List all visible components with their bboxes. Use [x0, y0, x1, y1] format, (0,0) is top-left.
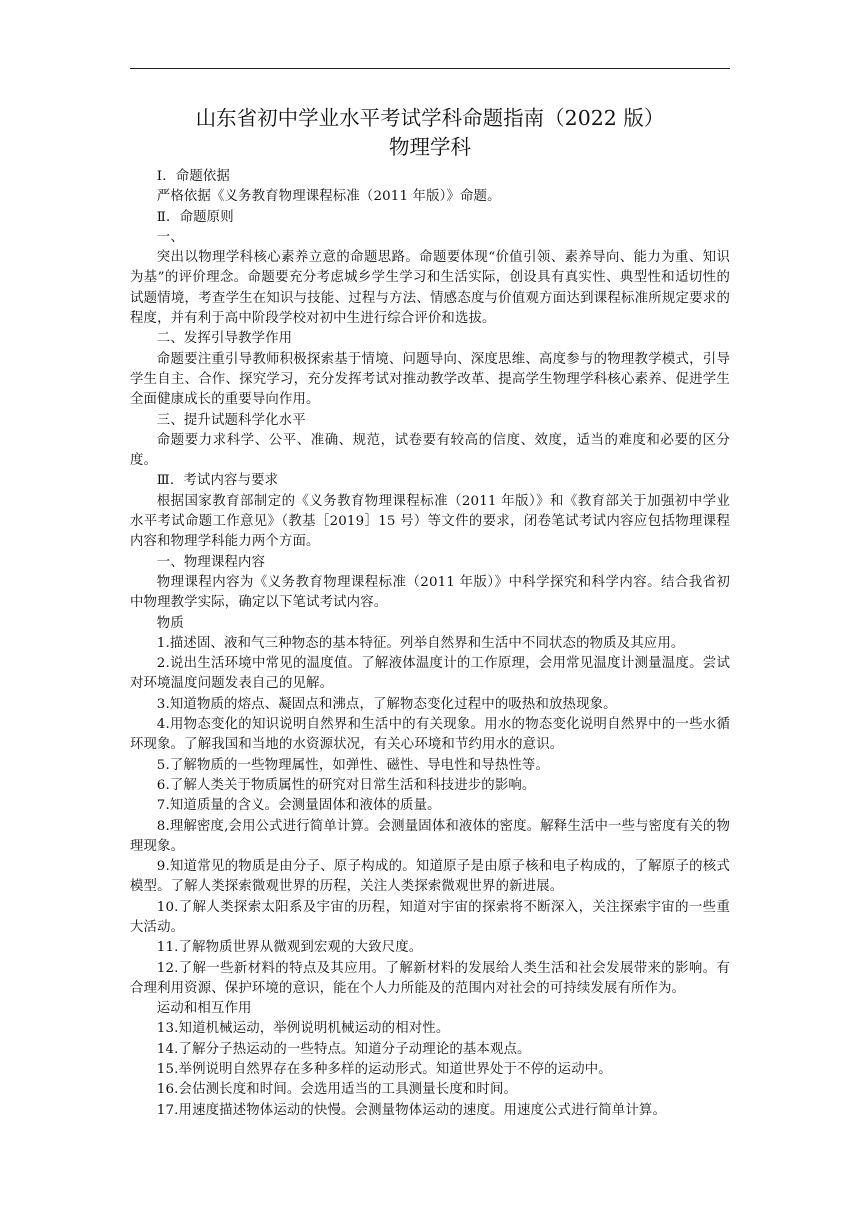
paragraph: 8.理解密度,会用公式进行简单计算。会测量固体和液体的密度。解释生活中一些与密度有关的物理现象。: [130, 818, 730, 854]
paragraph: 1.描述固、液和气三种物态的基本特征。列举自然界和生活中不同状态的物质及其应用。: [156, 635, 685, 651]
paragraph: Ⅱ．命题原则: [156, 209, 234, 225]
paragraph: 9.知道常见的物质是由分子、原子构成的。知道原子是由原子核和电子构成的，了解原子的核式模型。了解人类探索微观世界的历程，关注人类探索微观世界的新进展。: [130, 859, 730, 895]
header-rule: [130, 68, 730, 69]
paragraph: 12.了解一些新材料的特点及其应用。了解新材料的发展给人类生活和社会发展带来的影响。有合理利用资源、保护环境的意识，能在个人力所能及的范围内对社会的可持续发展有所作为。: [130, 960, 730, 996]
paragraph: 二、发挥引导教学作用: [156, 331, 293, 347]
paragraph: 10.了解人类探索太阳系及宇宙的历程，知道对宇宙的探索将不断深入，关注探索宇宙的一些重大活动。: [130, 899, 730, 935]
paragraph: Ⅲ．考试内容与要求: [156, 473, 279, 489]
paragraph: 11.了解物质世界从微观到宏观的大致尺度。: [156, 940, 423, 956]
paragraph: 一、物理课程内容: [156, 554, 266, 570]
paragraph: 4.用物态变化的知识说明自然界和生活中的有关现象。用水的物态变化说明自然界中的一些水循环现象。了解我国和当地的水资源状况，有关心环境和节约用水的意识。: [130, 717, 730, 753]
document-subtitle: 物理学科: [389, 135, 471, 159]
paragraph: Ⅰ．命题依据: [156, 169, 230, 184]
paragraph: 6.了解人类关于物质属性的研究对日常生活和科技进步的影响。: [156, 777, 536, 793]
paragraph: 一、: [156, 229, 184, 245]
paragraph: 物理课程内容为《义务教育物理课程标准（2011 年版）》中科学探究和科学内容。结合我省初中物理教学实际，确定以下笔试考试内容。: [130, 574, 730, 611]
paragraph: 16.会估测长度和时间。会选用适当的工具测量长度和时间。: [156, 1082, 518, 1098]
paragraph: 命题要力求科学、公平、准确、规范，试卷要有较高的信度、效度，适当的难度和必要的区分度。: [130, 432, 730, 469]
paragraph: 三、提升试题科学化水平: [156, 412, 306, 428]
paragraph: 严格依据《义务教育物理课程标准（2011 年版）》命题。: [156, 189, 501, 205]
document-body: [130, 167, 730, 1121]
paragraph: 13.知道机械运动，举例说明机械运动的相对性。: [156, 1021, 450, 1037]
paragraph: 2.说出生活环境中常见的温度值。了解液体温度计的工作原理，会用常见温度计测量温度。尝试对环境温度问题发表自己的见解。: [130, 656, 730, 692]
paragraph: 7.知道质量的含义。会测量固体和液体的质量。: [156, 798, 441, 814]
paragraph: 15.举例说明自然界存在多种多样的运动形式。知道世界处于不停的运动中。: [156, 1062, 612, 1078]
paragraph: 突出以物理学科核心素养立意的命题思路。命题要体现“价值引领、素养导向、能力为重、知识为基”的评价理念。命题要充分考虑城乡学生学习和生活实际，创设具有真实性、典型性和适切性的试题情境，考查学生在知识与技能、过程与方法、情感态度与价值观方面达到课程标准所规定要求的程度，并有利于高中阶段学校对初中生进行综合评价和选拔。: [130, 250, 730, 327]
paragraph: 5.了解物质的一些物理属性，如弹性、磁性、导电性和导热性等。: [156, 757, 550, 773]
document-title: 山东省初中学业水平考试学科命题指南（2022 版）: [195, 106, 665, 130]
paragraph: 命题要注重引导教师积极探索基于情境、问题导向、深度思维、高度参与的物理教学模式，引导学生自主、合作、探究学习，充分发挥考试对推动教学改革、提高学生物理学科核心素养、促进学生全面健康成长的重要导向作用。: [130, 351, 730, 408]
paragraph: 运动和相互作用: [156, 1001, 252, 1017]
paragraph: 物质: [156, 615, 184, 631]
paragraph: 17.用速度描述物体运动的快慢。会测量物体运动的速度。用速度公式进行简单计算。: [156, 1102, 667, 1118]
paragraph: 根据国家教育部制定的《义务教育物理课程标准（2011 年版）》和《教育部关于加强初中学业水平考试命题工作意见》（教基［2019］15 号）等文件的要求，闭卷笔试考试内容应包括物理课程内容和物理学科能力两个方面。: [130, 493, 730, 550]
paragraph: 3.知道物质的熔点、凝固点和沸点，了解物态变化过程中的吸热和放热现象。: [156, 696, 617, 712]
paragraph: 14.了解分子热运动的一些特点。知道分子动理论的基本观点。: [156, 1041, 531, 1057]
document-content: [130, 104, 730, 1121]
